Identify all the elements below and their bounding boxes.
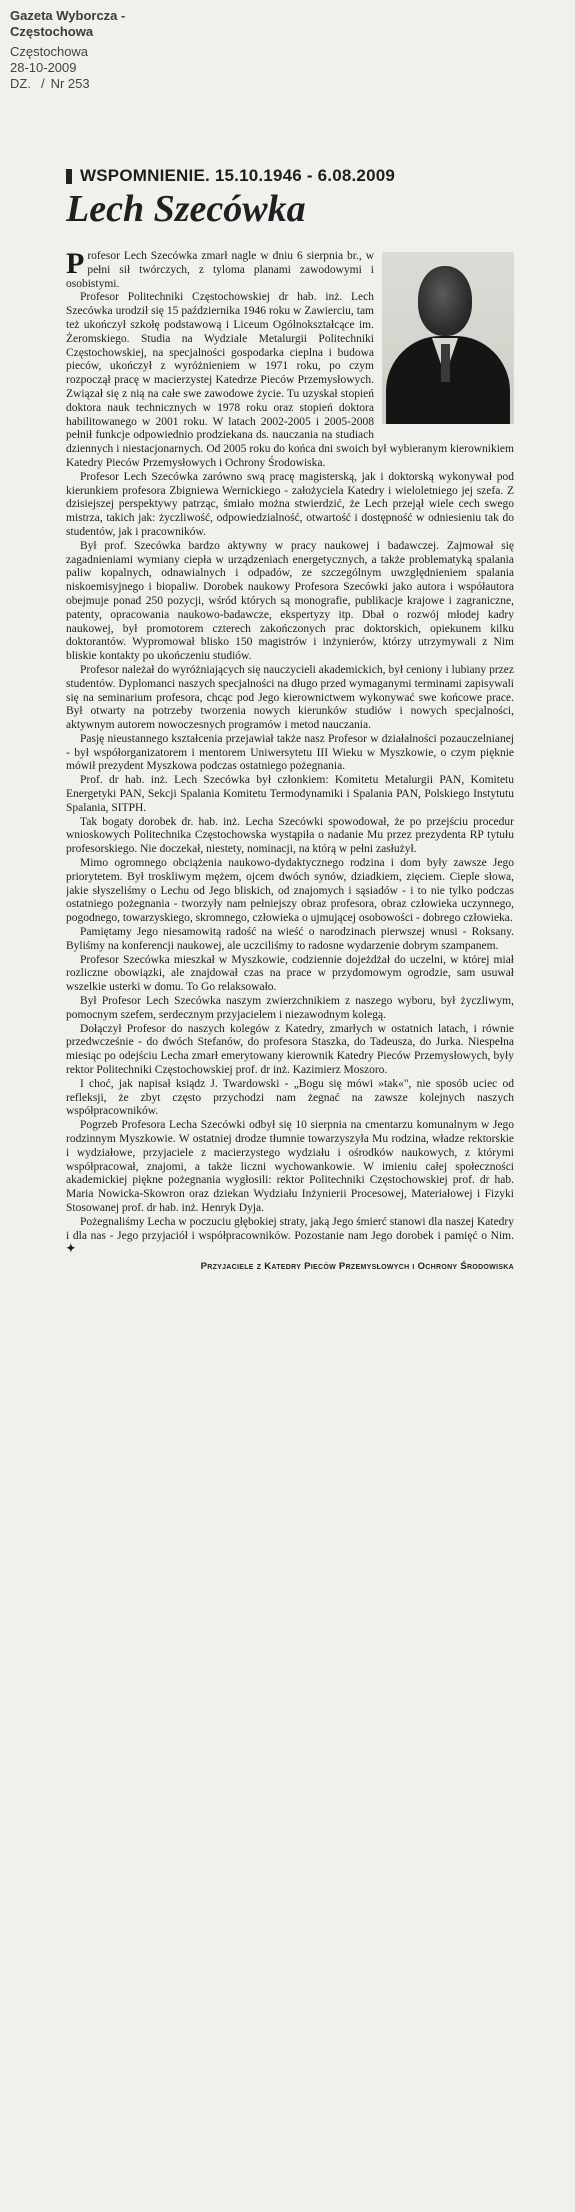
article-paragraph — [66, 664, 514, 733]
article-paragraph — [66, 926, 514, 954]
paragraph-text: Profesor Politechniki Częstochowskiej dr hab. inż. Lech Szecówka urodził się 15 października 1946 roku w Zawierciu, tam też ukończył szkołę podstawową i Liceum Ogólnokształcące im. Żeromskiego. Studia na Wydziale Metalurgii Politechniki Częstochowskiej, na specjalności gospodarka cieplna i budowa pieców, ukończył z wyróżnieniem w 1971 roku, po czym rozpoczął pracę w macierzystej Katedrze Pieców Przemysłowych. Związał się z nią na całe swe zawodowe życie. Tu uzyskał stopień doktora nauk technicznych w 1978 roku oraz stopień doktora habilitowanego w 2001 roku. W latach 2002-2005 i 2005-2008 pełnił funkcje odpowiednio prodziekana ds. nauczania na studiach dziennych i niestacjonarnych. Od 2005 roku do końca dni swoich był wybieranym kierownikiem Katedry Pieców Przemysłowych i Ochrony Środowiska. — [66, 291, 514, 469]
source-name: Gazeta Wyborcza - Częstochowa — [10, 8, 126, 39]
article-paragraph — [66, 857, 514, 926]
paragraph-text: Pogrzeb Profesora Lecha Szecówki odbył się 10 sierpnia na cmentarzu komunalnym w Jego rodzinnym Myszkowie. W ostatniej drodze tłumnie towarzyszyła Mu rodzina, władze rektorskie i wydziałowe, przyjaciele z macierzystego wydziału i ośrodków naukowych, z którymi współpracował, znajomi, a także liczni wychowankowie. W imieniu całej społeczności akademickiej piękne pożegnania wygłosili: rektor Politechniki Częstochowskiej prof. dr hab. Maria Nowicka-Skowron oraz dziekan Wydziału Inżynierii Procesowej, Materiałowej i Fizyki Stosowanej prof. dr hab. inż. Henryk Dyja. — [66, 1119, 514, 1214]
drop-cap: P — [66, 247, 85, 280]
article-paragraph — [66, 1023, 514, 1078]
kicker-bar — [66, 169, 72, 184]
article-paragraph — [66, 1078, 514, 1119]
dz-label: DZ. — [10, 76, 31, 91]
paragraph-text: Dołączył Profesor do naszych kolegów z Katedry, zmarłych w ostatnich latach, i równie przedwcześnie - do dwóch Stefanów, do profesora Staszka, do Tadeusza, do Jurka. Niespełna miesiąc po odejściu Lecha zmarł emerytowany kierownik Katedry Pieców Przemysłowych, były rektor Politechniki Częstochowskiej prof. dr inż. Kazimierz Moszoro. — [66, 1022, 514, 1077]
paragraph-text: Pamiętamy Jego niesamowitą radość na wieść o narodzinach pierwszej wnusi - Roksany. Byliśmy na konferencji naukowej, ale uczciliśmy to radosne wydarzenie dobrym szampanem. — [66, 926, 514, 952]
article-body — [66, 247, 514, 1257]
paragraph-text: Pożegnaliśmy Lecha w poczuciu głębokiej straty, jaką Jego śmierć stanowi dla naszej Katedry i dla nas - Jego przyjaciół i współpracowników. Pozostanie nam Jego dorobek i pamięć o Nim. — [66, 1215, 514, 1242]
article-paragraph — [66, 733, 514, 774]
article-paragraph — [66, 1216, 514, 1257]
portrait-head — [418, 266, 472, 336]
lead-text: rofesor Lech Szecówka zmarł nagle w dniu 6 sierpnia br., w pełni sił twórczych, z tyloma planami zawodowymi i osobistymi. — [66, 250, 374, 290]
issue-line — [10, 76, 210, 92]
paragraph-text: Mimo ogromnego obciążenia naukowo-dydaktycznego rodzina i dom były zawsze Jego priorytetem. Był troskliwym mężem, ojcem dwóch synów, dziadkiem, zięciem. Cieple słowa, jakie słyszeliśmy o Lechu od Jego bliskich, od znajomych i sąsiadów - i to nie tylko podczas ostatniego pożegnania - tworzyły nam pełniejszy obraz profesora, obraz człowieka uczynnego, pogodnego, towarzyskiego, skromnego, człowieka o ujmującej osobowości - dobrego człowieka. — [66, 857, 514, 925]
source-date: 28-10-2009 — [10, 60, 77, 75]
article-signature: Przyjaciele z Katedry Pieców Przemysłowych i Ochrony Środowiska — [200, 1261, 514, 1273]
article-paragraph — [66, 995, 514, 1023]
portrait-photo — [382, 252, 514, 424]
end-mark-icon: ✦ — [66, 1243, 76, 1256]
article-paragraph — [66, 954, 514, 995]
issue-number: Nr 253 — [50, 76, 90, 91]
article-kicker — [66, 166, 514, 186]
kicker-text: WSPOMNIENIE. 15.10.1946 - 6.08.2009 — [80, 166, 396, 185]
paragraph-text: I choć, jak napisał ksiądz J. Twardowski - „Bogu się mówi »tak«", nie sposób uciec od refleksji, że zbyt często przychodzi nam żegnać na zawsze kolejnych naszych współpracowników. — [66, 1077, 514, 1118]
portrait-tie — [441, 344, 450, 382]
article-paragraphs — [66, 291, 514, 1257]
article-paragraph — [66, 1119, 514, 1216]
article-paragraph — [66, 471, 514, 540]
issue-separator: / — [40, 76, 45, 91]
source-city: Częstochowa — [10, 44, 89, 59]
paragraph-text: Pasję nieustannego kształcenia przejawiał także nasz Profesor w działalności pozauczelnianej - był współorganizatorem i mentorem Uniwersytetu III Wieku w Myszkowie, o czym pięknie mówił prezydent Myszkowa podczas ostatniego pożegnania. — [66, 732, 514, 773]
obituary-article — [66, 166, 514, 2156]
paragraph-text: Był prof. Szecówka bardzo aktywny w pracy naukowej i badawczej. Zajmował się zagadnieniami wymiany ciepła w urządzeniach energetycznych, a także problematyką spalania paliw kopalnych, odnawialnych i odpadów, ze szczególnym uwzględnieniem spalania niskoemisyjnego i biopaliw. Dorobek naukowy Profesora Szecówki jako autora i współautora obejmuje ponad 250 pozycji, wśród których są monografie, publikacje krajowe i zagraniczne, patenty, opracowania naukowo-badawcze, ekspertyzy itp. Dbał o rozwój młodej kadry naukowej, był promotorem czterech zakończonych prac doktorskich, opiekunem kilku doktorantów. Wypromował blisko 150 magistrów i inżynierów, którzy utrzymywali z Nim bliskie kontakty po ukończeniu studiów. — [66, 539, 514, 663]
article-paragraph — [66, 774, 514, 815]
paragraph-text: Profesor Lech Szecówka zarówno swą pracę magisterską, jak i doktorską wykonywał pod kierunkiem profesora Zbigniewa Wernickiego - założyciela Katedry i wieloletniego jej szefa. Z dzisiejszej perspektywy patrząc, śmiało można stwierdzić, że Lech przejął wiele cech swego mistrza, takich jak: życzliwość, odpowiedzialność, otwartość i dostępność w odniesieniu tak do studentów, jak i pracowników. — [66, 470, 514, 538]
article-title: Lech Szecówka — [66, 188, 306, 230]
paragraph-text: Prof. dr hab. inż. Lech Szecówka był członkiem: Komitetu Metalurgii PAN, Komitetu Energetyki PAN, Sekcji Spalania Komitetu Termodynamiki i Spalania PAN, Polskiego Instytutu Spalania, SITPH. — [66, 774, 514, 814]
paragraph-text: Profesor należał do wyróżniających się nauczycieli akademickich, był ceniony i lubiany przez studentów. Dyplomanci naszych specjalności na długo przed wymaganymi terminami zapisywali się na seminarium profesora, chcąc pod Jego kierownictwem wykonywać swe końcowe prace. Był otwarty na potrzeby tworzenia nowych kierunków studiów i nowych specjalności, aktywnym autorem nowoczesnych programów i metod nauczania. — [66, 663, 514, 732]
paragraph-text: Był Profesor Lech Szecówka naszym zwierzchnikiem z naszego wyboru, był życzliwym, pomocnym szefem, serdecznym przyjacielem i niezawodnym kolegą. — [66, 995, 514, 1021]
clipping-metadata — [10, 8, 210, 92]
paragraph-text: Tak bogaty dorobek dr. hab. inż. Lecha Szecówki spowodował, że po przejściu procedur wnioskowych Politechnika Częstochowska wystąpiła o nadanie Mu przez prezydenta RP tytułu profesorskiego. Nie doczekał, niestety, nominacji, na którą w pełni zasłużył. — [66, 815, 514, 856]
article-paragraph — [66, 816, 514, 857]
article-paragraph — [66, 540, 514, 664]
paragraph-text: Profesor Szecówka mieszkał w Myszkowie, codziennie dojeżdżał do uczelni, w której miał rozliczne obowiązki, ale znajdował czas na prace w przydomowym ogrodzie, sam usuwał wszelkie usterki w domu. To Go relaksowało. — [66, 953, 514, 994]
